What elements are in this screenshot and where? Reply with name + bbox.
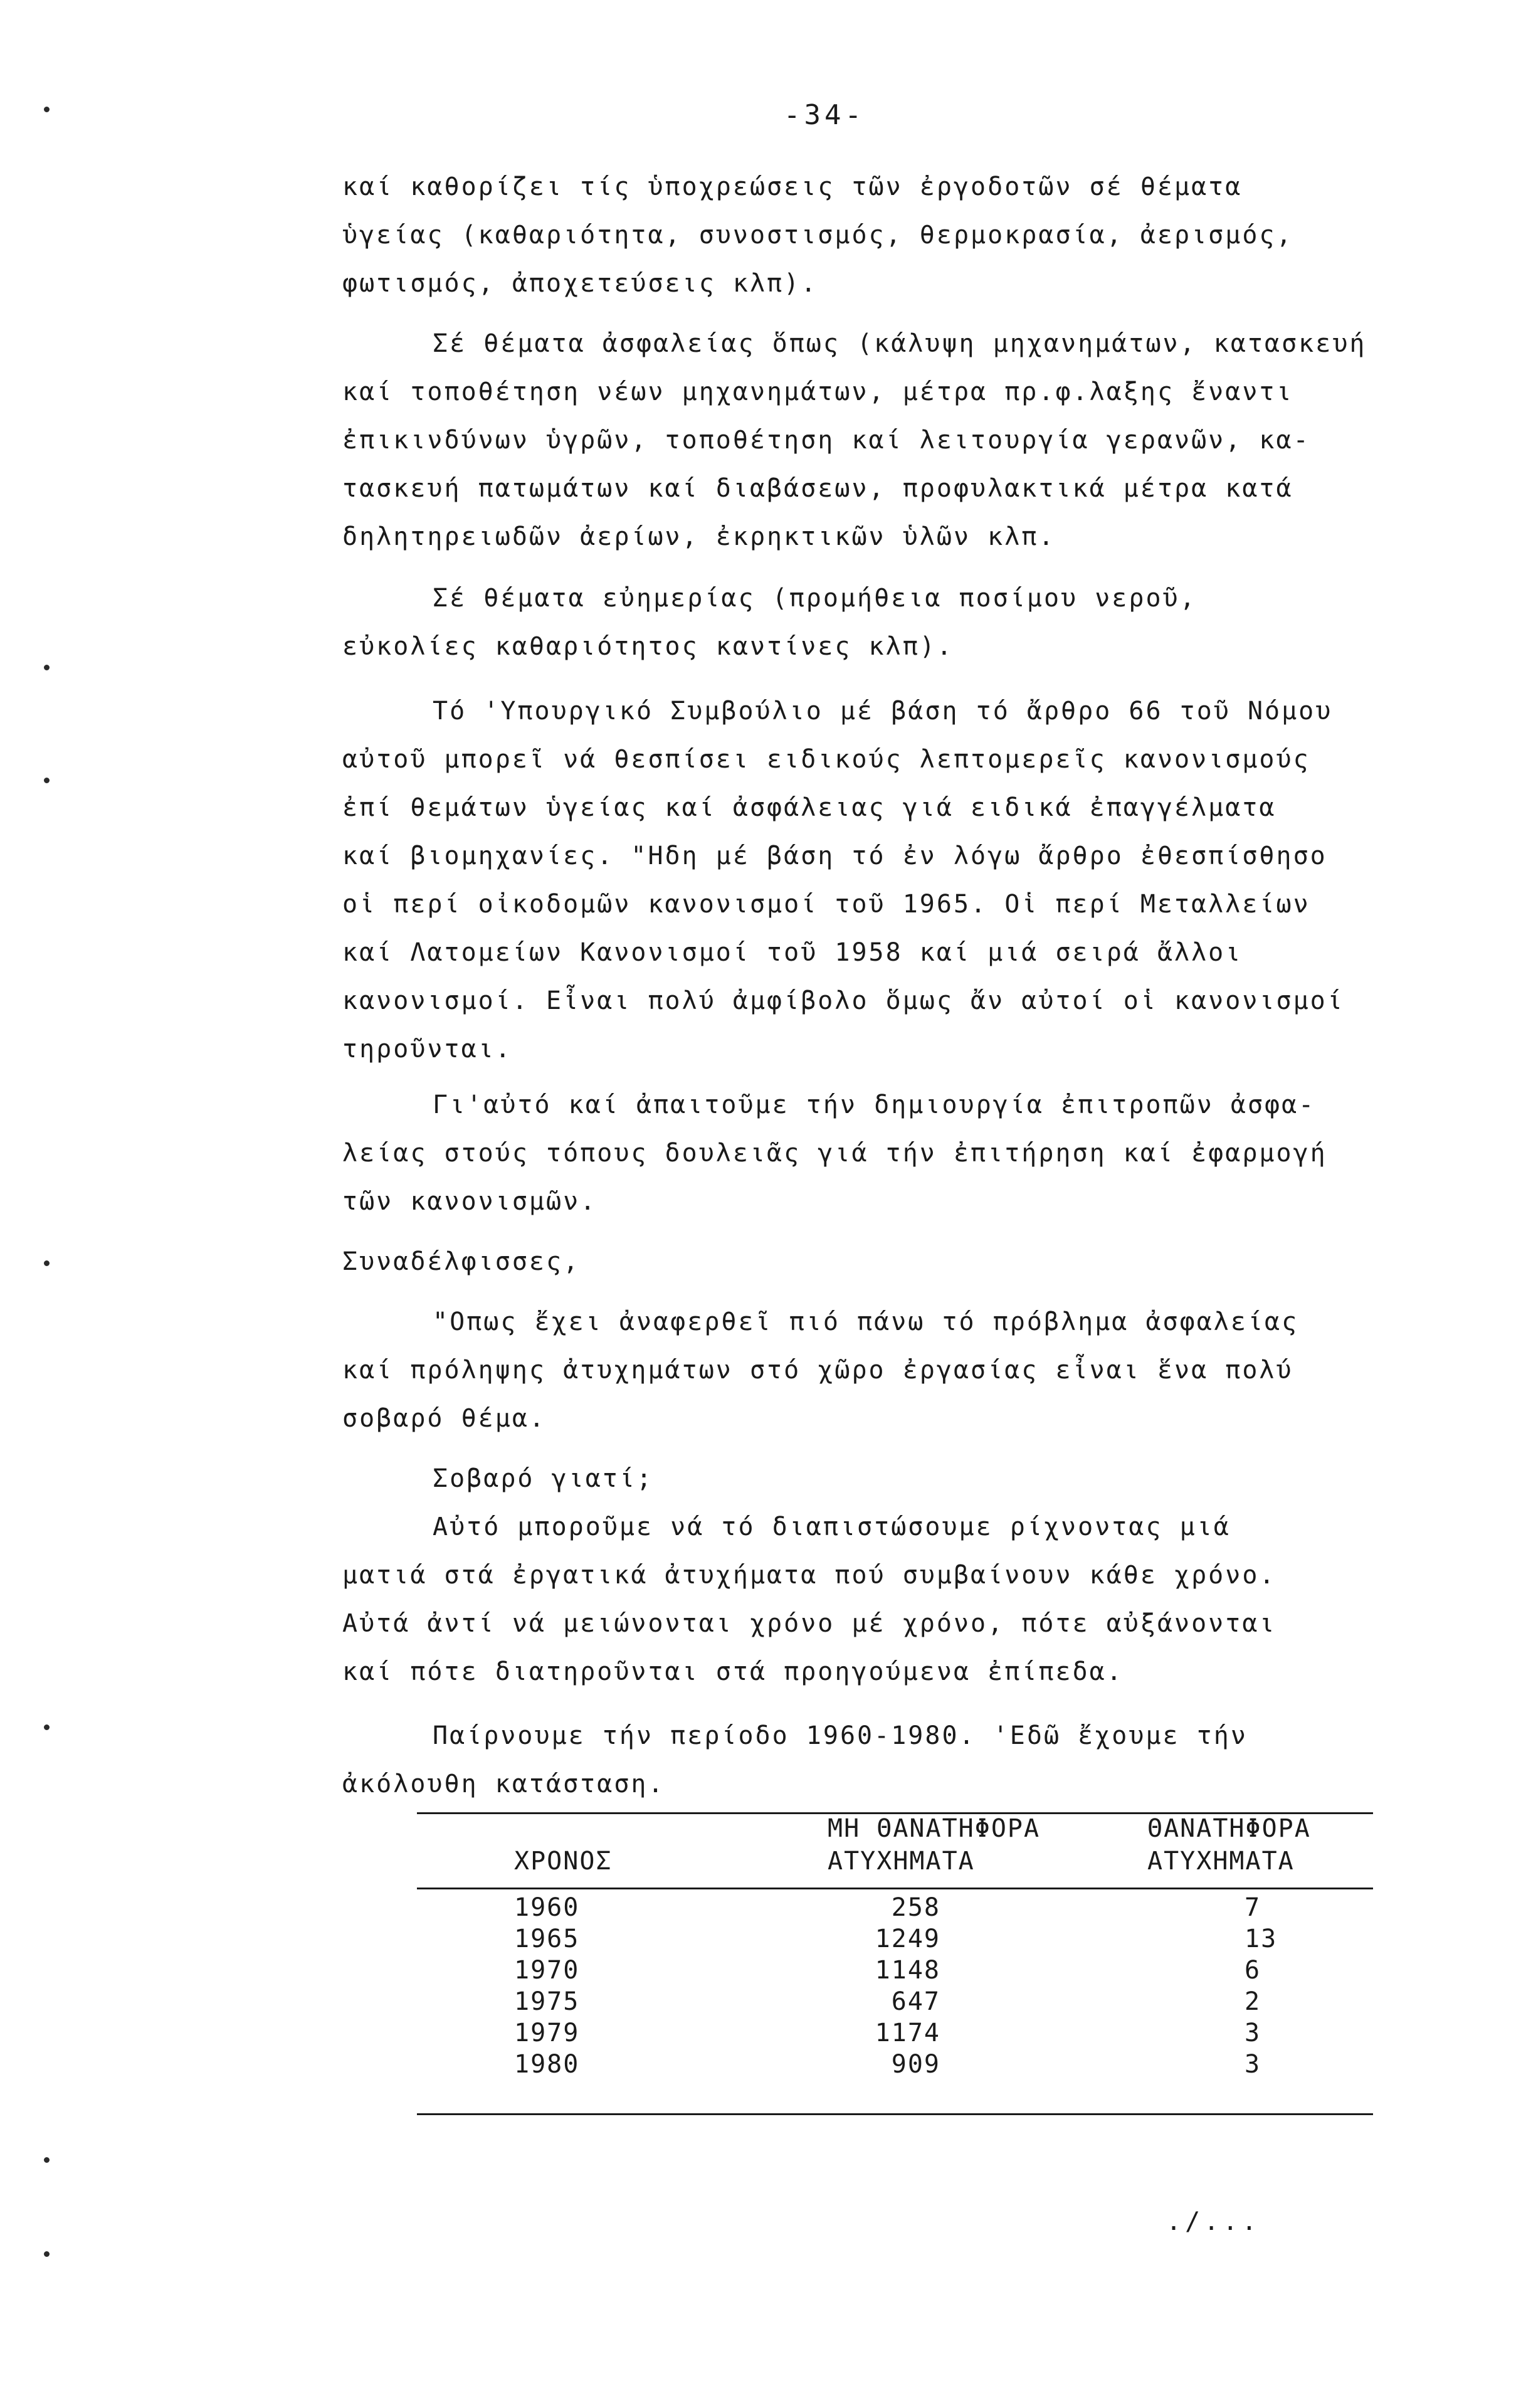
text-line: τῶν κανονισμῶν. — [342, 1187, 597, 1216]
table-cell-nonfatal: 258 — [891, 1893, 940, 1922]
table-cell-fatal: 3 — [1245, 2019, 1261, 2047]
table-cell-year: 1979 — [514, 2019, 580, 2047]
table-cell-year: 1960 — [514, 1893, 580, 1922]
table-cell-nonfatal: 1174 — [875, 2019, 940, 2047]
text-line: ματιά στά ἐργατικά ἀτυχήματα πού συμβαίνουν κάθε χρόνο. — [342, 1561, 1276, 1590]
table-cell-nonfatal: 647 — [891, 1987, 940, 2016]
scan-speck — [44, 1724, 50, 1730]
table-header-nonfatal: ΜΗ ΘΑΝΑΤΗΦΟΡΑ — [828, 1814, 1041, 1843]
text-line: φωτισμός, ἀποχετεύσεις κλπ). — [342, 269, 818, 298]
table-cell-nonfatal: 909 — [891, 2050, 940, 2079]
text-line: καί πρόληψης ἀτυχημάτων στό χῶρο ἐργασίας εἶναι ἕνα πολύ — [342, 1356, 1293, 1385]
table-cell-year: 1970 — [514, 1956, 580, 1985]
page-number: -34- — [784, 99, 865, 131]
text-line: "Οπως ἔχει ἀναφερθεῖ πιό πάνω τό πρόβλημα ἀσφαλείας — [433, 1307, 1299, 1336]
table-cell-nonfatal: 1249 — [875, 1925, 940, 1953]
scan-speck — [44, 665, 50, 670]
text-line: τηροῦνται. — [342, 1035, 512, 1064]
table-cell-year: 1965 — [514, 1925, 580, 1953]
scan-speck — [44, 1260, 50, 1266]
salutation: Συναδέλφισσες, — [342, 1247, 581, 1276]
table-cell-nonfatal: 1148 — [875, 1956, 940, 1985]
text-line: τασκευή πατωμάτων καί διαβάσεων, προφυλακτικά μέτρα κατά — [342, 474, 1293, 503]
text-line: Γι'αὐτό καί ἀπαιτοῦμε τήν δημιουργία ἐπιτροπῶν ἀσφα- — [433, 1090, 1316, 1119]
text-line: καί Λατομείων Κανονισμοί τοῦ 1958 καί μιά σειρά ἄλλοι — [342, 938, 1243, 967]
scan-speck — [44, 778, 50, 783]
text-line: καί τοποθέτηση νέων μηχανημάτων, μέτρα πρ.φ.λαξης ἔναντι — [342, 378, 1293, 406]
table-header-nonfatal: ΑΤΥΧΗΜΑΤΑ — [828, 1847, 975, 1876]
text-line: καί βιομηχανίες. "Ηδη μέ βάση τό ἐν λόγω ἄρθρο ἐθεσπίσθησο — [342, 842, 1327, 870]
table-cell-fatal: 13 — [1245, 1925, 1278, 1953]
text-line: ὑγείας (καθαριότητα, συνοστισμός, θερμοκρασία, ἀερισμός, — [342, 221, 1293, 250]
scan-speck — [44, 2157, 50, 2163]
scan-speck — [44, 107, 50, 112]
text-line: ἐπικινδύνων ὑγρῶν, τοποθέτηση καί λειτουργία γερανῶν, κα- — [342, 426, 1310, 455]
table-header-fatal: ΑΤΥΧΗΜΑΤΑ — [1147, 1847, 1295, 1876]
table-header-fatal: ΘΑΝΑΤΗΦΟΡΑ — [1147, 1814, 1311, 1843]
text-line: Σέ θέματα ἀσφαλείας ὅπως (κάλυψη μηχανημάτων, κατασκευή — [433, 329, 1367, 358]
text-line: Τό 'Υπουργικό Συμβούλιο μέ βάση τό ἄρθρο 66 τοῦ Νόμου — [433, 697, 1333, 726]
text-line: Σέ θέματα εὐημερίας (προμήθεια ποσίμου νεροῦ, — [433, 584, 1197, 613]
text-line: οἱ περί οἰκοδομῶν κανονισμοί τοῦ 1965. Οἱ περί Μεταλλείων — [342, 890, 1310, 919]
text-line: καί πότε διατηροῦνται στά προηγούμενα ἐπίπεδα. — [342, 1657, 1124, 1686]
table-cell-fatal: 2 — [1245, 1987, 1261, 2016]
text-line: σοβαρό θέμα. — [342, 1404, 546, 1433]
table-cell-fatal: 7 — [1245, 1893, 1261, 1922]
text-line: Παίρνουμε τήν περίοδο 1960-1980. 'Εδῶ ἔχουμε τήν — [433, 1721, 1248, 1750]
table-cell-year: 1980 — [514, 2050, 580, 2079]
table-cell-year: 1975 — [514, 1987, 580, 2016]
text-line: καί καθορίζει τίς ὑποχρεώσεις τῶν ἐργοδοτῶν σέ θέματα — [342, 172, 1243, 201]
text-line: ἀκόλουθη κατάσταση. — [342, 1770, 665, 1798]
text-line: Σοβαρό γιατί; — [433, 1464, 654, 1493]
text-line: λείας στούς τόπους δουλειᾶς γιά τήν ἐπιτήρηση καί ἐφαρμογή — [342, 1139, 1327, 1168]
text-line: Αὐτό μποροῦμε νά τό διαπιστώσουμε ρίχνοντας μιά — [433, 1513, 1231, 1541]
table-header-rule — [417, 1888, 1373, 1889]
table-cell-fatal: 3 — [1245, 2050, 1261, 2079]
text-line: κανονισμοί. Εἶναι πολύ ἀμφίβολο ὅμως ἄν αὐτοί οἱ κανονισμοί — [342, 986, 1344, 1015]
table-header-year: ΧΡΟΝΟΣ — [514, 1847, 613, 1876]
text-line: δηλητηρειωδῶν ἀερίων, ἐκρηκτικῶν ὑλῶν κλπ. — [342, 522, 1056, 551]
table-bottom-rule — [417, 2113, 1373, 2115]
text-line: Αὐτά ἀντί νά μειώνονται χρόνο μέ χρόνο, πότε αὐξάνονται — [342, 1609, 1276, 1638]
continuation-mark: ./... — [1166, 2207, 1261, 2236]
text-line: ἐπί θεμάτων ὑγείας καί ἀσφάλειας γιά ειδικά ἐπαγγέλματα — [342, 793, 1276, 822]
scan-speck — [44, 2251, 50, 2257]
text-line: αὐτοῦ μπορεῖ νά θεσπίσει ειδικούς λεπτομερεῖς κανονισμούς — [342, 745, 1310, 774]
table-cell-fatal: 6 — [1245, 1956, 1261, 1985]
text-line: εὐκολίες καθαριότητος καντίνες κλπ). — [342, 632, 954, 661]
